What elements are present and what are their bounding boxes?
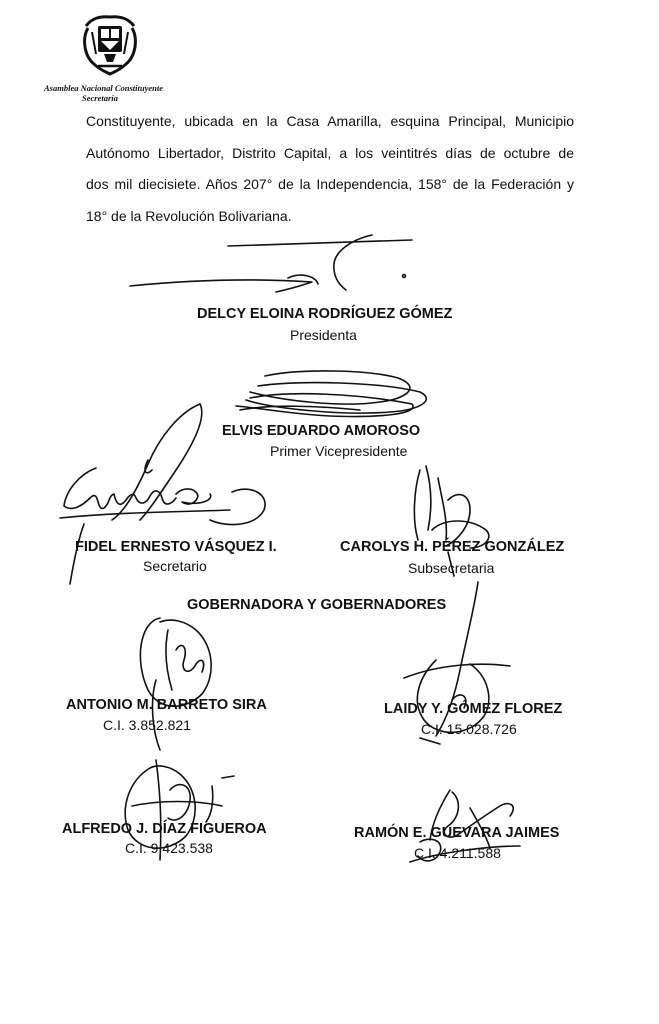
department-name: Secretaría xyxy=(82,93,118,103)
governor-ci: C.I. 15.028.726 xyxy=(421,721,517,737)
governor-name: RAMÓN E. GUEVARA JAIMES xyxy=(354,825,560,841)
governor-name: ANTONIO M. BARRETO SIRA xyxy=(66,697,267,713)
first-vp-signature xyxy=(236,371,426,417)
president-name: DELCY ELOINA RODRÍGUEZ GÓMEZ xyxy=(197,306,453,322)
governor-ci: C.I. 9.423.538 xyxy=(125,840,213,856)
governor-name: LAIDY Y. GÓMEZ FLOREZ xyxy=(384,701,563,717)
first-vp-name: ELVIS EDUARDO AMOROSO xyxy=(222,423,421,439)
paragraph-line: 18° de la Revolución Bolivariana. xyxy=(86,207,292,224)
paragraph-line: Constituyente, ubicada en la Casa Amarilla, esquina Principal, Municipio xyxy=(86,113,574,129)
institution-name: Asamblea Nacional Constituyente xyxy=(44,83,164,93)
president-signature xyxy=(130,235,412,292)
closing-paragraph xyxy=(86,106,574,232)
paragraph-line: dos mil diecisiete. Años 207° de la Independencia, 158° de la Federación y xyxy=(86,176,574,192)
paragraph-line: Autónomo Libertador, Distrito Capital, a los veintitrés días de octubre de xyxy=(86,144,574,161)
secretary-name: FIDEL ERNESTO VÁSQUEZ I. xyxy=(75,539,277,555)
coat-of-arms-icon xyxy=(78,14,142,76)
secretary-role: Secretario xyxy=(143,558,207,574)
governor-name: ALFREDO J. DÍAZ FIGUEROA xyxy=(62,821,267,837)
governor-ci: C.I. 4.211.588 xyxy=(414,845,501,861)
subsecretary-name: CAROLYS H. PÉREZ GONZÁLEZ xyxy=(340,539,565,555)
governors-heading: GOBERNADORA Y GOBERNADORES xyxy=(187,597,447,613)
first-vp-role: Primer Vicepresidente xyxy=(270,443,408,459)
president-role: Presidenta xyxy=(290,327,357,343)
subsecretary-role: Subsecretaria xyxy=(408,560,495,576)
governor-ci: C.I. 3.852.821 xyxy=(103,717,191,733)
